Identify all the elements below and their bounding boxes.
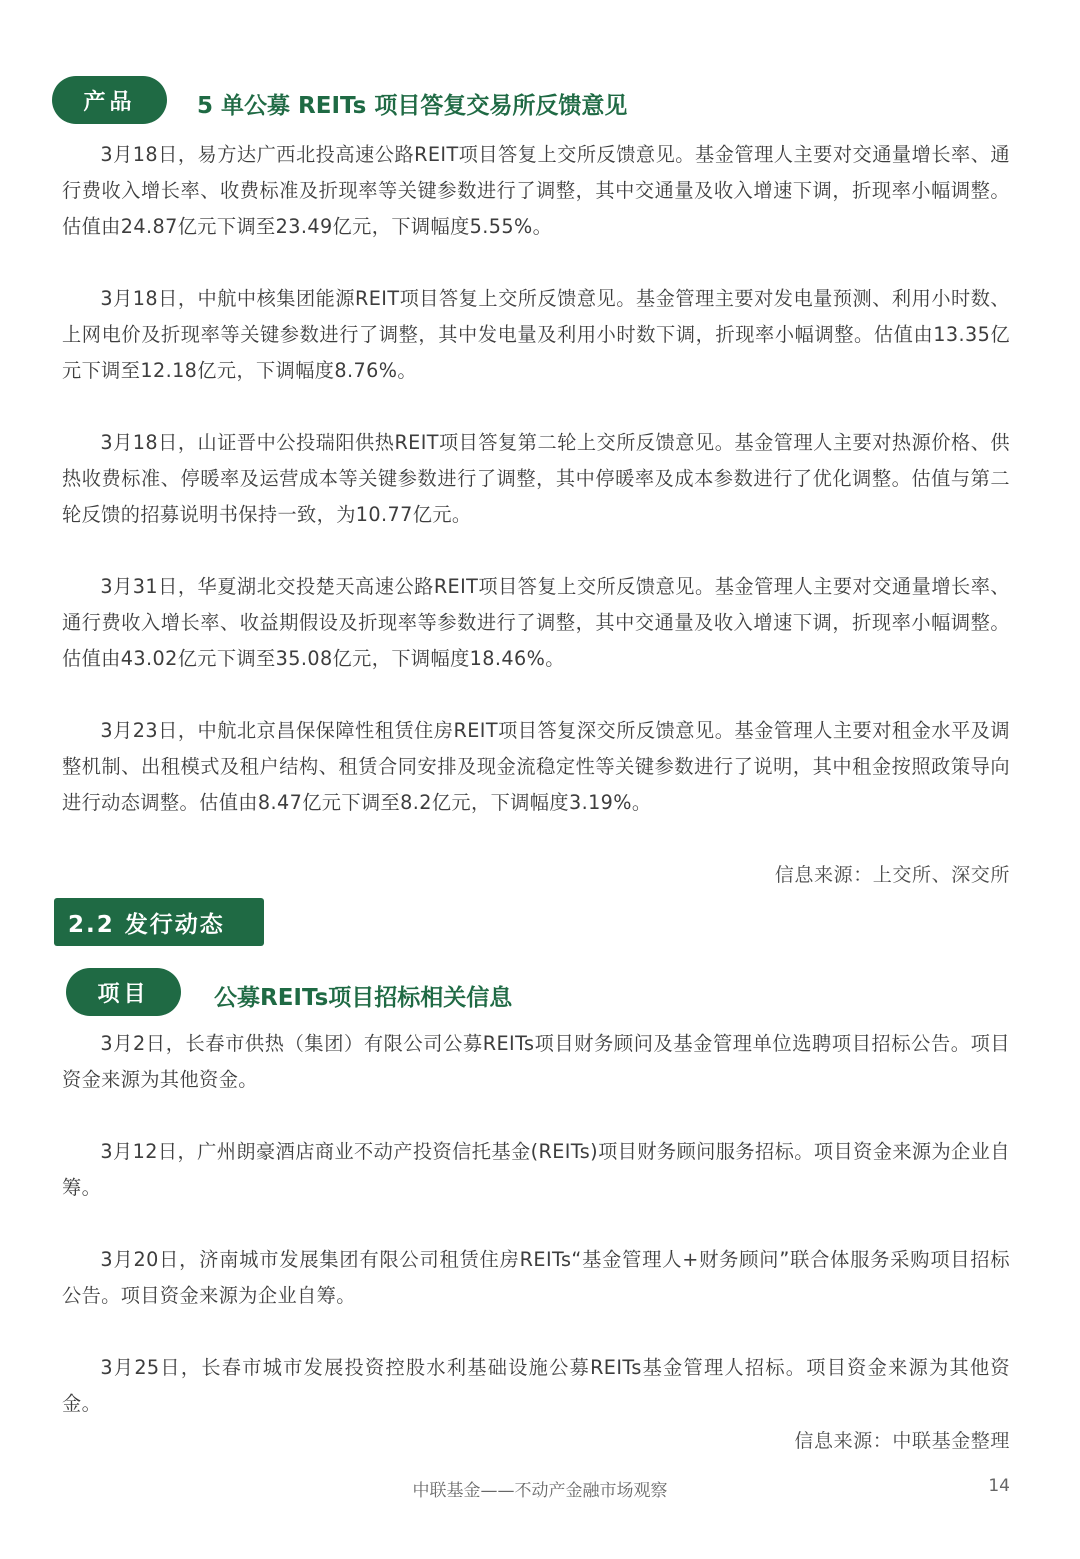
page-number: 14 bbox=[988, 1476, 1010, 1496]
news-paragraph: 3月31日，华夏湖北交投楚天高速公路REIT项目答复上交所反馈意见。基金管理人主要对交通量增长率、通行费收入增长率、收益期假设及折现率等参数进行了调整，其中交通量及收入增速下调，折现率小幅调整。估值由43.02亿元下调至35.08亿元，下调幅度18.46%。 bbox=[62, 575, 1010, 670]
source-note: 信息来源：上交所、深交所 bbox=[774, 864, 1010, 886]
news-paragraph: 3月18日，山证晋中公投瑞阳供热REIT项目答复第二轮上交所反馈意见。基金管理人主要对热源价格、供热收费标准、停暖率及运营成本等关键参数进行了调整，其中停暖率及成本参数进行了优化调整。估值与第二轮反馈的招募说明书保持一致，为10.77亿元。 bbox=[62, 431, 1010, 526]
news-paragraph: 3月25日，长春市城市发展投资控股水利基础设施公募REITs基金管理人招标。项目资金来源为其他资金。 bbox=[62, 1356, 1010, 1415]
section2-title: 公募REITs项目招标相关信息 bbox=[214, 985, 513, 1011]
source-note: 信息来源：中联基金整理 bbox=[794, 1430, 1010, 1452]
product-tag: 产品 bbox=[52, 76, 167, 124]
footer-title: 中联基金——不动产金融市场观察 bbox=[412, 1481, 668, 1501]
news-paragraph: 3月2日，长春市供热（集团）有限公司公募REITs项目财务顾问及基金管理单位选聘项目招标公告。项目资金来源为其他资金。 bbox=[62, 1032, 1010, 1091]
news-paragraph: 3月12日，广州朗豪酒店商业不动产投资信托基金(REITs)项目财务顾问服务招标。项目资金来源为企业自筹。 bbox=[62, 1140, 1010, 1199]
project-tag: 项目 bbox=[66, 968, 181, 1016]
news-paragraph: 3月18日，易方达广西北投高速公路REIT项目答复上交所反馈意见。基金管理人主要对交通量增长率、通行费收入增长率、收费标准及折现率等关键参数进行了调整，其中交通量及收入增速下调，折现率小幅调整。估值由24.87亿元下调至23.49亿元，下调幅度5.55%。 bbox=[62, 143, 1010, 238]
section1-title: 5 单公募 REITs 项目答复交易所反馈意见 bbox=[197, 93, 628, 119]
section-heading-badge: 2.2 发行动态 bbox=[54, 898, 264, 946]
news-paragraph: 3月20日，济南城市发展集团有限公司租赁住房REITs“基金管理人+财务顾问”联合体服务采购项目招标公告。项目资金来源为企业自筹。 bbox=[62, 1248, 1010, 1307]
news-paragraph: 3月23日，中航北京昌保保障性租赁住房REIT项目答复深交所反馈意见。基金管理人主要对租金水平及调整机制、出租模式及租户结构、租赁合同安排及现金流稳定性等关键参数进行了说明，其中租金按照政策导向进行动态调整。估值由8.47亿元下调至8.2亿元，下调幅度3.19%。 bbox=[62, 719, 1010, 814]
news-paragraph: 3月18日，中航中核集团能源REIT项目答复上交所反馈意见。基金管理主要对发电量预测、利用小时数、上网电价及折现率等关键参数进行了调整，其中发电量及利用小时数下调，折现率小幅调整。估值由13.35亿元下调至12.18亿元，下调幅度8.76%。 bbox=[62, 287, 1010, 382]
